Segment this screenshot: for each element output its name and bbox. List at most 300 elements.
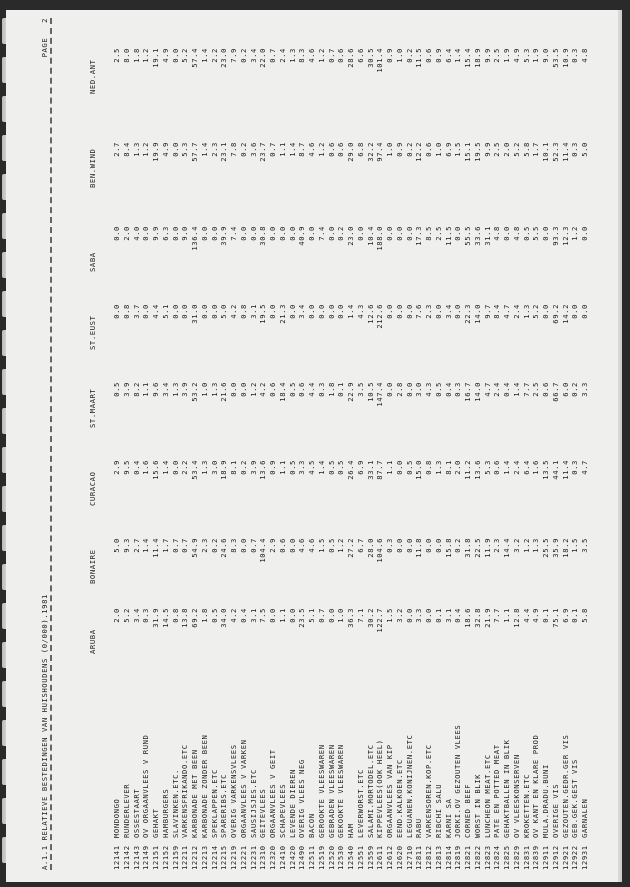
cell-value: 44.1 xyxy=(550,460,560,480)
cell-value: 3.3 xyxy=(297,460,307,475)
cell-value: 7.5 xyxy=(258,608,268,623)
cell-value: 0.0 xyxy=(385,382,394,397)
cell-value: 0.2 xyxy=(238,48,248,63)
cell-value: 5.0 xyxy=(219,304,229,319)
item-code: 12811 xyxy=(414,845,424,870)
cell-value: 0.2 xyxy=(570,382,580,397)
cell-value: 0.6 xyxy=(424,48,433,63)
cell-value: 0.8 xyxy=(424,460,433,475)
cell-value: 0.0 xyxy=(268,226,277,241)
cell-value: 5.8 xyxy=(521,142,531,157)
cell-value: 2.5 xyxy=(531,382,541,397)
cell-value: 12.8 xyxy=(511,608,521,628)
cell-value: 1.5 xyxy=(385,608,394,623)
cell-value: 15.8 xyxy=(443,538,453,558)
cell-value: 0.0 xyxy=(229,382,238,397)
item-code: 12151 xyxy=(151,845,160,870)
cell-value: 0.0 xyxy=(238,226,248,241)
cell-value: 4.8 xyxy=(511,226,521,241)
cell-value: 1.2 xyxy=(336,538,346,553)
cell-value: 15.6 xyxy=(151,460,160,480)
cell-value: 4.3 xyxy=(424,382,433,397)
cell-value: 0.0 xyxy=(248,226,258,241)
cell-value: 0.0 xyxy=(112,304,121,319)
cell-value: 0.0 xyxy=(326,304,336,319)
cell-value: 1.5 xyxy=(570,538,580,553)
cell-value: 0.0 xyxy=(326,608,336,623)
cell-value: 0.5 xyxy=(287,460,297,475)
cell-value: 5.3 xyxy=(482,460,492,475)
cell-value: 4.9 xyxy=(160,48,170,63)
item-label: GEKOOKTE VLEESWAREN xyxy=(336,744,346,838)
cell-value: 18.4 xyxy=(277,382,287,402)
cell-value: 1.3 xyxy=(170,382,180,397)
item-label: GEBRADEN VLEESWAREN xyxy=(326,744,336,838)
cell-value: 15.1 xyxy=(463,142,472,162)
cell-value: 0.0 xyxy=(424,608,433,623)
cell-value: 10.1 xyxy=(541,142,550,162)
item-label: HAM xyxy=(346,823,355,838)
item-code: 12829 xyxy=(511,845,521,870)
item-label: OSSESTAART xyxy=(131,788,141,838)
cell-value: 3.3 xyxy=(580,382,589,397)
cell-value: 0.3 xyxy=(453,382,463,397)
item-label: SCHAPEVLEES xyxy=(277,783,287,838)
cell-value: 15.4 xyxy=(463,48,472,68)
cell-value: 1.7 xyxy=(531,142,541,157)
cell-value: 0.0 xyxy=(502,226,511,241)
cell-value: 0.1 xyxy=(570,608,580,623)
cell-value: 23.5 xyxy=(297,608,307,628)
cell-value: 3.0 xyxy=(414,382,424,397)
cell-value: 1.4 xyxy=(160,460,170,475)
item-label: GARNALEN xyxy=(580,798,589,838)
cell-value: 10.4 xyxy=(365,226,375,246)
cell-value: 0.0 xyxy=(209,226,219,241)
cell-value: 0.7 xyxy=(180,538,190,553)
cell-value: 0.0 xyxy=(199,304,209,319)
cell-value: 22.9 xyxy=(346,382,355,402)
item-label: OV KANT EN KLARE PROD xyxy=(531,734,541,838)
cell-value: 3.0 xyxy=(209,460,219,475)
cell-value: 0.2 xyxy=(209,538,219,553)
cell-value: 9.7 xyxy=(482,304,492,319)
cell-value: 0.0 xyxy=(307,226,316,241)
cell-value: 3.4 xyxy=(443,304,453,319)
cell-value: 0.0 xyxy=(570,304,580,319)
cell-value: 4.9 xyxy=(531,608,541,623)
item-code: 12551 xyxy=(355,845,365,870)
cell-value: 7.4 xyxy=(316,226,326,241)
item-code: 12141 xyxy=(112,845,121,870)
cell-value: 1.2 xyxy=(248,382,258,397)
cell-value: 2.9 xyxy=(112,460,121,475)
cell-value: 29.0 xyxy=(346,142,355,162)
cell-value: 0.0 xyxy=(307,304,316,319)
cell-value: 0.6 xyxy=(492,460,502,475)
cell-value: 1.1 xyxy=(385,460,394,475)
cell-value: 0.0 xyxy=(404,382,414,397)
cell-value: 12.2 xyxy=(414,142,424,162)
cell-value: 1.3 xyxy=(433,460,443,475)
cell-value: 0.5 xyxy=(433,382,443,397)
item-code: 12530 xyxy=(336,845,346,870)
cell-value: 1.0 xyxy=(433,142,443,157)
cell-value: 104.6 xyxy=(375,538,385,563)
cell-value: 7.7 xyxy=(492,608,502,623)
cell-value: 0.0 xyxy=(404,608,414,623)
cell-value: 0.8 xyxy=(238,304,248,319)
cell-value: 0.6 xyxy=(297,382,307,397)
item-label: SLAVINKEN.ETC. xyxy=(170,769,180,838)
cell-value: 17.3 xyxy=(414,226,424,246)
cell-value: 15.0 xyxy=(414,460,424,480)
cell-value: 0.0 xyxy=(580,226,589,241)
cell-value: 3.9 xyxy=(180,382,190,397)
item-label: KROKETTEN.ETC xyxy=(521,773,531,838)
cell-value: 14.0 xyxy=(472,382,482,402)
item-code: 12320 xyxy=(268,845,277,870)
cell-value: 5.8 xyxy=(580,608,589,623)
item-label: SPARERIBS.ETC xyxy=(219,773,229,838)
item-code: 12149 xyxy=(141,845,151,870)
item-code: 12212 xyxy=(190,845,199,870)
cell-value: 0.3 xyxy=(141,608,151,623)
cell-value: 4.5 xyxy=(307,460,316,475)
cell-value: 0.4 xyxy=(502,382,511,397)
item-label: VARKENSOREN.KOP.ETC xyxy=(424,744,433,838)
cell-value: 9.0 xyxy=(180,226,190,241)
cell-value: 6.3 xyxy=(160,226,170,241)
item-label: ORGAANVLEES VAN KIP xyxy=(385,744,394,838)
cell-value: 1.3 xyxy=(287,48,297,63)
cell-value: 21.3 xyxy=(277,304,287,324)
cell-value: 6.0 xyxy=(560,382,570,397)
cell-value: 23.0 xyxy=(219,48,229,68)
cell-value: 3.4 xyxy=(131,608,141,623)
cell-value: 3.2 xyxy=(394,608,404,623)
cell-value: 0.2 xyxy=(453,538,463,553)
cell-value: 52.3 xyxy=(550,142,560,162)
cell-value: 0.0 xyxy=(394,460,404,475)
cell-value: 0.2 xyxy=(238,142,248,157)
cell-value: 21.6 xyxy=(219,382,229,402)
cell-value: 2.7 xyxy=(131,538,141,553)
cell-value: 9.6 xyxy=(151,382,160,397)
cell-value: 5.0 xyxy=(112,538,121,553)
item-code: 12812 xyxy=(424,845,433,870)
cell-value: 53.2 xyxy=(190,382,199,402)
cell-value: 2.5 xyxy=(492,48,502,63)
cell-value: 0.6 xyxy=(541,382,550,397)
cell-value: 4.4 xyxy=(521,608,531,623)
item-label: ORGAANVLEES V VARKEN xyxy=(238,739,248,838)
item-label: RUNDERLEVER xyxy=(121,783,131,838)
cell-value: 0.4 xyxy=(453,608,463,623)
cell-value: 0.0 xyxy=(277,226,287,241)
cell-value: 1.0 xyxy=(394,48,404,63)
cell-value: 1.1 xyxy=(141,382,151,397)
item-label: GEB.GEK.GEST VIS xyxy=(570,759,580,838)
cell-value: 1.4 xyxy=(287,142,297,157)
column-header: NED.ANT xyxy=(88,59,97,94)
cell-value: 101.4 xyxy=(375,48,385,73)
cell-value: 11.4 xyxy=(560,460,570,480)
cell-value: 2.0 xyxy=(502,142,511,157)
item-label: SAUSIJSJES.ETC xyxy=(248,769,258,838)
item-label: OV ORGAANVLEES V RUND xyxy=(141,734,151,838)
cell-value: 1.4 xyxy=(199,142,209,157)
cell-value: 0.5 xyxy=(521,226,531,241)
cell-value: 5.0 xyxy=(580,142,589,157)
item-code: 12814 xyxy=(443,845,453,870)
cell-value: 1.8 xyxy=(131,48,141,63)
cell-value: 33.6 xyxy=(472,226,482,246)
cell-value: 12.6 xyxy=(365,304,375,324)
item-code: 12612 xyxy=(385,845,394,870)
item-label: GEHAKTBALLEN IN BLIK xyxy=(502,739,511,838)
cell-value: 4.7 xyxy=(482,382,492,397)
item-code: 12611 xyxy=(375,845,385,870)
cell-value: 1.8 xyxy=(199,608,209,623)
cell-value: 0.0 xyxy=(199,226,209,241)
cell-value: 1.2 xyxy=(316,142,326,157)
cell-value: 11.5 xyxy=(414,48,424,68)
cell-value: 10.5 xyxy=(365,382,375,402)
cell-value: 75.1 xyxy=(550,608,560,628)
item-label: LEVENDE DIEREN xyxy=(287,769,297,838)
item-label: KARBONADE MET BEEN xyxy=(190,749,199,838)
cell-value: 0.0 xyxy=(404,226,414,241)
cell-value: 97.4 xyxy=(375,142,385,162)
cell-value: 2.3 xyxy=(424,304,433,319)
cell-value: 30.2 xyxy=(365,608,375,628)
cell-value: 36.3 xyxy=(346,608,355,628)
cell-value: 0.7 xyxy=(326,48,336,63)
item-label: VARKENSFRIKANDO.ETC xyxy=(180,744,190,838)
cell-value: 0.0 xyxy=(336,304,346,319)
cell-value: 9.5 xyxy=(121,460,131,475)
cell-value: 1.7 xyxy=(160,538,170,553)
cell-value: 0.0 xyxy=(433,304,443,319)
item-code: 12831 xyxy=(521,845,531,870)
cell-value: 14.0 xyxy=(472,304,482,324)
cell-value: 0.2 xyxy=(404,48,414,63)
cell-value: 212.6 xyxy=(375,304,385,329)
cell-value: 35.9 xyxy=(550,538,560,558)
item-label: LUNCHEON MEAT.ETC xyxy=(482,754,492,838)
cell-value: 69.2 xyxy=(550,304,560,324)
cell-value: 0.2 xyxy=(336,226,346,241)
cell-value: 2.5 xyxy=(112,48,121,63)
item-code: 12219 xyxy=(229,845,238,870)
cell-value: 3.4 xyxy=(297,304,307,319)
cell-value: 28.6 xyxy=(346,48,355,68)
cell-value: 0.0 xyxy=(238,382,248,397)
cell-value: 9.9 xyxy=(482,142,492,157)
cell-value: 2.0 xyxy=(453,460,463,475)
cell-value: 0.9 xyxy=(433,48,443,63)
cell-value: 0.0 xyxy=(394,304,404,319)
cell-value: 57.7 xyxy=(190,142,199,162)
cell-value: 2.3 xyxy=(199,538,209,553)
cell-value: 31.8 xyxy=(463,538,472,558)
item-code: 12822 xyxy=(472,845,482,870)
item-code: 12540 xyxy=(346,845,355,870)
cell-value: 0.5 xyxy=(112,382,121,397)
cell-value: 1.4 xyxy=(199,48,209,63)
cell-value: 0.0 xyxy=(580,304,589,319)
cell-value: 5.1 xyxy=(160,304,170,319)
cell-value: 26.4 xyxy=(346,460,355,480)
item-label: GEITEVLEES xyxy=(258,788,268,838)
cell-value: 0.0 xyxy=(238,538,248,553)
cell-value: 0.6 xyxy=(277,538,287,553)
cell-value: 7.8 xyxy=(229,142,238,157)
cell-value: 0.6 xyxy=(268,382,277,397)
cell-value: 8.1 xyxy=(443,460,453,475)
cell-value: 188.0 xyxy=(375,226,385,251)
cell-value: 0.0 xyxy=(287,538,297,553)
cell-value: 0.5 xyxy=(326,460,336,475)
cell-value: 0.6 xyxy=(336,48,346,63)
cell-value: 3.9 xyxy=(121,382,131,397)
cell-value: 0.0 xyxy=(385,304,394,319)
cell-value: 7.1 xyxy=(355,608,365,623)
cell-value: 1.6 xyxy=(531,460,541,475)
cell-value: 5.5 xyxy=(531,226,541,241)
cell-value: 1.0 xyxy=(199,382,209,397)
cell-value: 2.3 xyxy=(492,538,502,553)
item-code: 12921 xyxy=(560,845,570,870)
cell-value: 0.0 xyxy=(404,304,414,319)
item-code: 12420 xyxy=(287,845,297,870)
cell-value: 3.4 xyxy=(248,48,258,63)
cell-value: 1.9 xyxy=(531,48,541,63)
cell-value: 0.0 xyxy=(404,538,414,553)
cell-value: 0.4 xyxy=(131,460,141,475)
item-code: 12511 xyxy=(307,845,316,870)
item-code: 12825 xyxy=(502,845,511,870)
item-label: MULA.DRADU.BUNI xyxy=(541,764,550,838)
item-code: 12211 xyxy=(180,845,190,870)
item-label: LEVERWORST.ETC xyxy=(355,769,365,838)
cell-value: 14.5 xyxy=(160,608,170,628)
cell-value: 5.2 xyxy=(511,142,521,157)
cell-value: 40.9 xyxy=(297,226,307,246)
cell-value: 2.4 xyxy=(511,304,521,319)
cell-value: 24.6 xyxy=(219,538,229,558)
column-header: ARUBA xyxy=(88,629,97,654)
cell-value: 1.5 xyxy=(453,142,463,157)
cell-value: 32.8 xyxy=(472,608,482,628)
cell-value: 0.7 xyxy=(170,538,180,553)
item-label: RIBCHI SALU xyxy=(433,783,443,838)
item-label: KIPPEVLEES(OOK HEEL) xyxy=(375,739,385,838)
item-code: 12559 xyxy=(365,845,375,870)
cell-value: 0.0 xyxy=(394,538,404,553)
cell-value: 34.0 xyxy=(219,608,229,628)
cell-value: 13.5 xyxy=(541,460,550,480)
item-label: OVERIG VLEES NEG xyxy=(297,759,307,838)
cell-value: 3.5 xyxy=(355,382,365,397)
cell-value: 2.5 xyxy=(433,226,443,241)
cell-value: 0.1 xyxy=(433,608,443,623)
cell-value: 1.3 xyxy=(131,142,141,157)
cell-value: 8.3 xyxy=(297,48,307,63)
cell-value: 1.0 xyxy=(336,608,346,623)
cell-value: 1.4 xyxy=(316,460,326,475)
cell-value: 4.6 xyxy=(307,48,316,63)
cell-value: 4.6 xyxy=(297,538,307,553)
column-header: SABA xyxy=(88,252,97,272)
item-label: PATE EN POTTED MEAT xyxy=(492,744,502,838)
cell-value: 2.3 xyxy=(209,142,219,157)
cell-value: 33.1 xyxy=(365,460,375,480)
item-code: 12911 xyxy=(541,845,550,870)
cell-value: 8.4 xyxy=(121,142,131,157)
cell-value: 4.8 xyxy=(492,226,502,241)
cell-value: 19.5 xyxy=(472,142,482,162)
cell-value: 4.2 xyxy=(229,608,238,623)
cell-value: 7.7 xyxy=(521,382,531,397)
item-code: 12821 xyxy=(463,845,472,870)
cell-value: 4.2 xyxy=(258,382,268,397)
cell-value: 1.4 xyxy=(502,460,511,475)
cell-value: 0.8 xyxy=(121,304,131,319)
item-label: GEZOUTEN.GEDR.GER VIS xyxy=(560,734,570,838)
cell-value: 0.2 xyxy=(238,460,248,475)
cell-value: 1.1 xyxy=(277,608,287,623)
cell-value: 0.5 xyxy=(404,460,414,475)
cell-value: 11.8 xyxy=(414,538,424,558)
cell-value: 0.0 xyxy=(287,608,297,623)
cell-value: 136.4 xyxy=(190,226,199,251)
cell-value: 0.0 xyxy=(209,304,219,319)
column-header: BEN.WIND xyxy=(88,148,97,188)
item-label: SPEKLAPPEN.ETC xyxy=(209,769,219,838)
cell-value: 0.0 xyxy=(355,226,365,241)
cell-value: 3.2 xyxy=(511,538,521,553)
cell-value: 0.3 xyxy=(385,538,394,553)
cell-value: 0.7 xyxy=(268,142,277,157)
cell-value: 4.8 xyxy=(580,48,589,63)
item-label: EEND.KALKOEN.ETC xyxy=(394,759,404,838)
cell-value: 13.6 xyxy=(472,460,482,480)
item-code: 12490 xyxy=(297,845,307,870)
cell-value: 0.1 xyxy=(541,608,550,623)
cell-value: 1.2 xyxy=(570,226,580,241)
cell-value: 18.6 xyxy=(463,608,472,628)
cell-value: 0.0 xyxy=(170,142,180,157)
cell-value: 14.2 xyxy=(560,304,570,324)
cell-value: 25.5 xyxy=(541,538,550,558)
cell-value: 2.4 xyxy=(277,48,287,63)
cell-value: 0.0 xyxy=(316,304,326,319)
cell-value: 0.0 xyxy=(287,226,297,241)
cell-value: 23.1 xyxy=(219,142,229,162)
cell-value: 0.0 xyxy=(433,538,443,553)
cell-value: 0.0 xyxy=(326,226,336,241)
cell-value: 0.0 xyxy=(287,304,297,319)
cell-value: 28.0 xyxy=(365,538,375,558)
cell-value: 4.4 xyxy=(151,304,160,319)
cell-value: 1.2 xyxy=(316,48,326,63)
cell-value: 0.3 xyxy=(570,48,580,63)
item-code: 12912 xyxy=(550,845,560,870)
cell-value: 0.3 xyxy=(316,382,326,397)
cell-value: 3.1 xyxy=(443,608,453,623)
